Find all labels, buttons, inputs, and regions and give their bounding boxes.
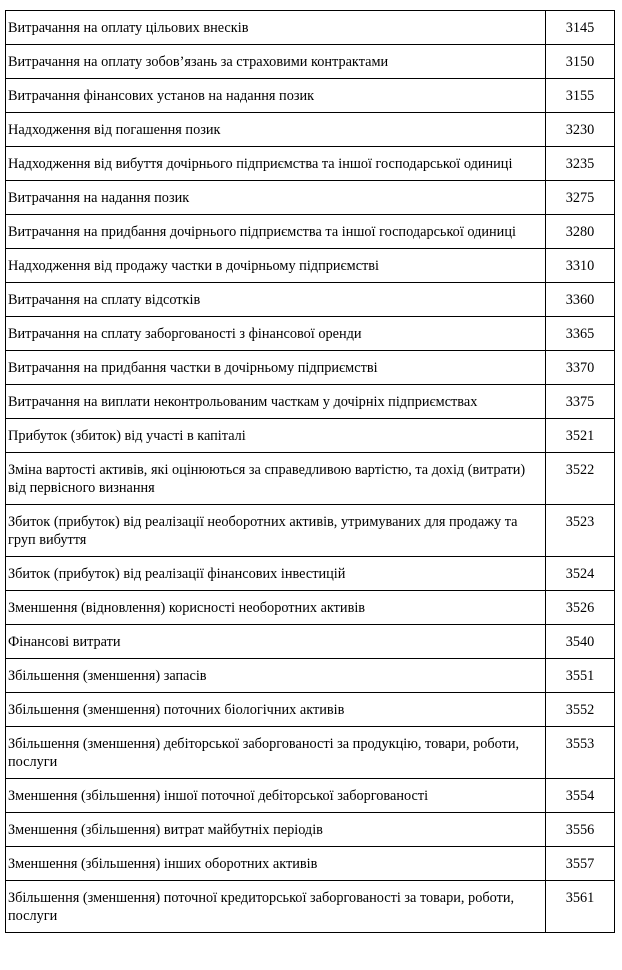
- row-code: 3375: [546, 385, 615, 419]
- table-row: [6, 591, 615, 625]
- row-label: Витрачання на оплату зобов’язань за страховими контрактами: [6, 45, 546, 79]
- table-row: [6, 181, 615, 215]
- row-code: 3553: [546, 727, 615, 779]
- table-row: [6, 11, 615, 45]
- table-row: [6, 113, 615, 147]
- row-code: 3521: [546, 419, 615, 453]
- table-row: [6, 557, 615, 591]
- table-row: [6, 779, 615, 813]
- row-label: Зменшення (збільшення) іншої поточної дебіторської заборгованості: [6, 779, 546, 813]
- table-row: [6, 215, 615, 249]
- row-code: 3551: [546, 659, 615, 693]
- table-row: [6, 317, 615, 351]
- row-label: Надходження від вибуття дочірнього підприємства та іншої господарської одиниці: [6, 147, 546, 181]
- row-label: Прибуток (збиток) від участі в капіталі: [6, 419, 546, 453]
- table-row: [6, 693, 615, 727]
- row-label: Фінансові витрати: [6, 625, 546, 659]
- row-label: Витрачання фінансових установ на надання позик: [6, 79, 546, 113]
- row-label: Збільшення (зменшення) дебіторської заборгованості за продукцію, товари, роботи, послуги: [6, 727, 546, 779]
- row-code: 3150: [546, 45, 615, 79]
- row-code: 3522: [546, 453, 615, 505]
- row-code: 3526: [546, 591, 615, 625]
- table-row: [6, 453, 615, 505]
- table-row: [6, 505, 615, 557]
- table-row: [6, 249, 615, 283]
- row-code: 3557: [546, 847, 615, 881]
- row-label: Витрачання на придбання частки в дочірньому підприємстві: [6, 351, 546, 385]
- row-code: 3275: [546, 181, 615, 215]
- row-code: 3235: [546, 147, 615, 181]
- row-code: 3523: [546, 505, 615, 557]
- row-code: 3540: [546, 625, 615, 659]
- table-row: [6, 45, 615, 79]
- row-code: 3554: [546, 779, 615, 813]
- row-code: 3360: [546, 283, 615, 317]
- row-label: Збиток (прибуток) від реалізації фінансових інвестицій: [6, 557, 546, 591]
- row-label: Витрачання на виплати неконтрольованим часткам у дочірніх підприємствах: [6, 385, 546, 419]
- row-label: Збиток (прибуток) від реалізації необоротних активів, утримуваних для продажу та груп вибуття: [6, 505, 546, 557]
- table-row: [6, 147, 615, 181]
- row-label: Збільшення (зменшення) поточних біологічних активів: [6, 693, 546, 727]
- table-row: [6, 283, 615, 317]
- table-row: [6, 881, 615, 933]
- row-label: Зменшення (збільшення) витрат майбутніх періодів: [6, 813, 546, 847]
- row-label: Зменшення (збільшення) інших оборотних активів: [6, 847, 546, 881]
- row-code: 3365: [546, 317, 615, 351]
- row-code: 3524: [546, 557, 615, 591]
- table-row: [6, 419, 615, 453]
- row-label: Зміна вартості активів, які оцінюються за справедливою вартістю, та дохід (витрати) від первісного визнання: [6, 453, 546, 505]
- table-row: [6, 813, 615, 847]
- row-code: 3556: [546, 813, 615, 847]
- table-row: [6, 847, 615, 881]
- row-code: 3310: [546, 249, 615, 283]
- table-body: [6, 11, 615, 933]
- row-code: 3280: [546, 215, 615, 249]
- row-label: Витрачання на надання позик: [6, 181, 546, 215]
- table-row: [6, 351, 615, 385]
- row-label: Витрачання на сплату заборгованості з фінансової оренди: [6, 317, 546, 351]
- cash-flow-codes-table: [5, 10, 615, 933]
- row-label: Збільшення (зменшення) поточної кредиторської заборгованості за товари, роботи, послуги: [6, 881, 546, 933]
- row-label: Витрачання на придбання дочірнього підприємства та іншої господарської одиниці: [6, 215, 546, 249]
- table-row: [6, 625, 615, 659]
- row-code: 3145: [546, 11, 615, 45]
- row-label: Витрачання на оплату цільових внесків: [6, 11, 546, 45]
- row-label: Витрачання на сплату відсотків: [6, 283, 546, 317]
- table-row: [6, 659, 615, 693]
- row-code: 3230: [546, 113, 615, 147]
- row-code: 3370: [546, 351, 615, 385]
- row-code: 3561: [546, 881, 615, 933]
- row-code: 3552: [546, 693, 615, 727]
- table-row: [6, 727, 615, 779]
- row-code: 3155: [546, 79, 615, 113]
- row-label: Збільшення (зменшення) запасів: [6, 659, 546, 693]
- table-row: [6, 79, 615, 113]
- row-label: Надходження від погашення позик: [6, 113, 546, 147]
- row-label: Надходження від продажу частки в дочірньому підприємстві: [6, 249, 546, 283]
- row-label: Зменшення (відновлення) корисності необоротних активів: [6, 591, 546, 625]
- table-row: [6, 385, 615, 419]
